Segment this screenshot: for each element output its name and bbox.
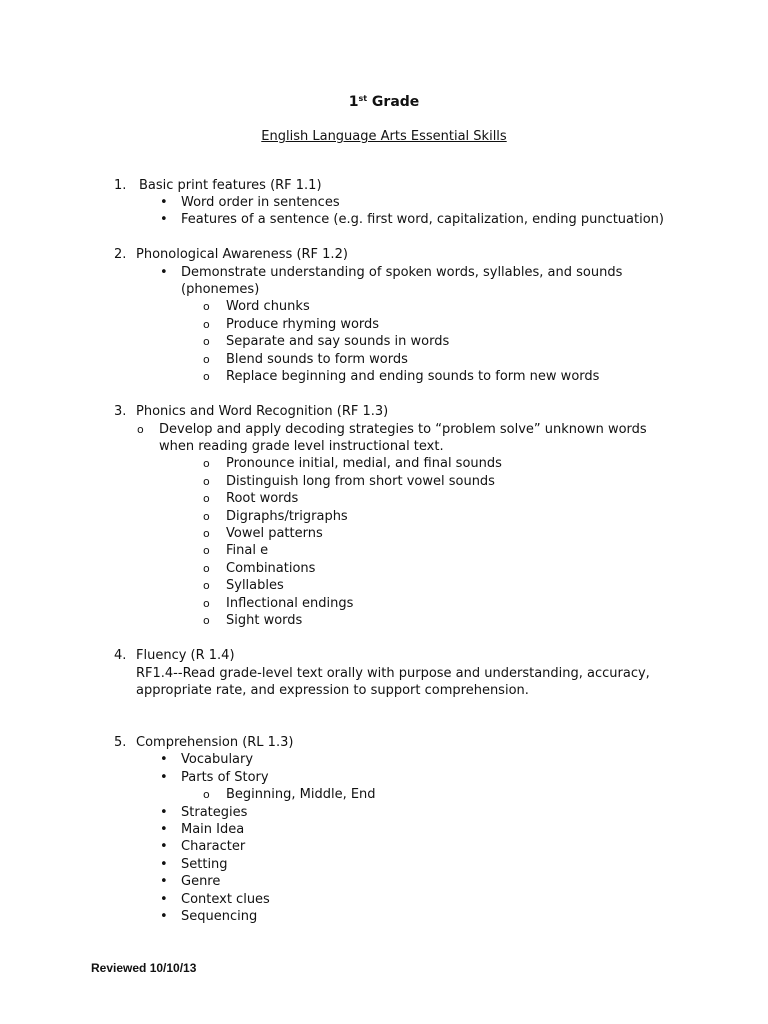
list-item: Demonstrate understanding of spoken words, syllables, and sounds	[181, 265, 623, 280]
section-number: 3.	[114, 404, 127, 419]
bullet-icon: •	[160, 909, 168, 924]
circle-bullet-icon: o	[203, 579, 210, 592]
bullet-icon: •	[160, 839, 168, 854]
title-text: Grade	[371, 94, 420, 110]
bullet-icon: •	[160, 874, 168, 889]
list-item-continuation: when reading grade level instructional text.	[159, 439, 444, 454]
bullet-icon: •	[160, 770, 168, 785]
sub-list-item: Pronounce initial, medial, and final sounds	[226, 456, 502, 471]
circle-bullet-icon: o	[203, 527, 210, 540]
list-item: Setting	[181, 857, 228, 872]
bullet-icon: •	[160, 857, 168, 872]
bullet-icon: •	[160, 892, 168, 907]
section-heading: Fluency (R 1.4)	[136, 648, 235, 663]
sub-list-item: Inflectional endings	[226, 596, 354, 611]
list-item-continuation: (phonemes)	[181, 282, 260, 297]
sub-list-item: Digraphs/trigraphs	[226, 509, 348, 524]
circle-bullet-icon: o	[203, 318, 210, 331]
page-title	[0, 94, 768, 110]
circle-bullet-icon: o	[203, 457, 210, 470]
list-item: Vocabulary	[181, 752, 254, 767]
list-item: Word order in sentences	[181, 195, 340, 210]
sub-list-item: Combinations	[226, 561, 316, 576]
sub-list-item: Blend sounds to form words	[226, 352, 408, 367]
list-item: Context clues	[181, 892, 270, 907]
circle-bullet-icon: o	[203, 788, 210, 801]
title-superscript: st	[358, 94, 368, 103]
bullet-icon: •	[160, 822, 168, 837]
section-heading: Phonics and Word Recognition (RF 1.3)	[136, 404, 389, 419]
section-number: 2.	[114, 247, 127, 262]
list-item: Develop and apply decoding strategies to “problem solve” unknown words	[159, 422, 647, 437]
sub-list-item: Sight words	[226, 613, 303, 628]
circle-bullet-icon: o	[203, 300, 210, 313]
circle-bullet-icon: o	[203, 335, 210, 348]
list-item: Parts of Story	[181, 770, 269, 785]
circle-bullet-icon: o	[203, 370, 210, 383]
sub-list-item: Produce rhyming words	[226, 317, 380, 332]
sub-list-item: Syllables	[226, 578, 284, 593]
list-item: Features of a sentence (e.g. first word, capitalization, ending punctuation)	[181, 212, 664, 227]
sub-list-item: Final e	[226, 543, 269, 558]
list-item: Sequencing	[181, 909, 258, 924]
sub-list-item: Separate and say sounds in words	[226, 334, 450, 349]
sub-list-item: Word chunks	[226, 299, 310, 314]
section-heading: Basic print features (RF 1.1)	[139, 178, 322, 193]
circle-bullet-icon: o	[203, 614, 210, 627]
review-date-footer: Reviewed 10/10/13	[91, 961, 197, 975]
section-number: 5.	[114, 735, 127, 750]
list-item: Main Idea	[181, 822, 245, 837]
list-item: Genre	[181, 874, 221, 889]
circle-bullet-icon: o	[203, 544, 210, 557]
bullet-icon: •	[160, 752, 168, 767]
circle-bullet-icon: o	[137, 423, 144, 436]
bullet-icon: •	[160, 212, 168, 227]
circle-bullet-icon: o	[203, 597, 210, 610]
section-heading: Phonological Awareness (RF 1.2)	[136, 247, 348, 262]
bullet-icon: •	[160, 195, 168, 210]
sub-list-item: Beginning, Middle, End	[226, 787, 376, 802]
list-item: Character	[181, 839, 246, 854]
bullet-icon: •	[160, 805, 168, 820]
sub-list-item: Vowel patterns	[226, 526, 323, 541]
sub-list-item: Distinguish long from short vowel sounds	[226, 474, 495, 489]
page-subtitle: English Language Arts Essential Skills	[261, 129, 507, 144]
sub-list-item: Replace beginning and ending sounds to form new words	[226, 369, 600, 384]
circle-bullet-icon: o	[203, 353, 210, 366]
list-item: Strategies	[181, 805, 248, 820]
section-number: 1.	[114, 178, 127, 193]
sub-list-item: Root words	[226, 491, 299, 506]
section-heading: Comprehension (RL 1.3)	[136, 735, 294, 750]
paragraph-line: appropriate rate, and expression to support comprehension.	[136, 683, 529, 698]
title-number: 1	[348, 94, 359, 110]
circle-bullet-icon: o	[203, 475, 210, 488]
circle-bullet-icon: o	[203, 492, 210, 505]
paragraph-line: RF1.4--Read grade-level text orally with purpose and understanding, accuracy,	[136, 666, 650, 681]
circle-bullet-icon: o	[203, 562, 210, 575]
circle-bullet-icon: o	[203, 510, 210, 523]
bullet-icon: •	[160, 265, 168, 280]
section-number: 4.	[114, 648, 127, 663]
